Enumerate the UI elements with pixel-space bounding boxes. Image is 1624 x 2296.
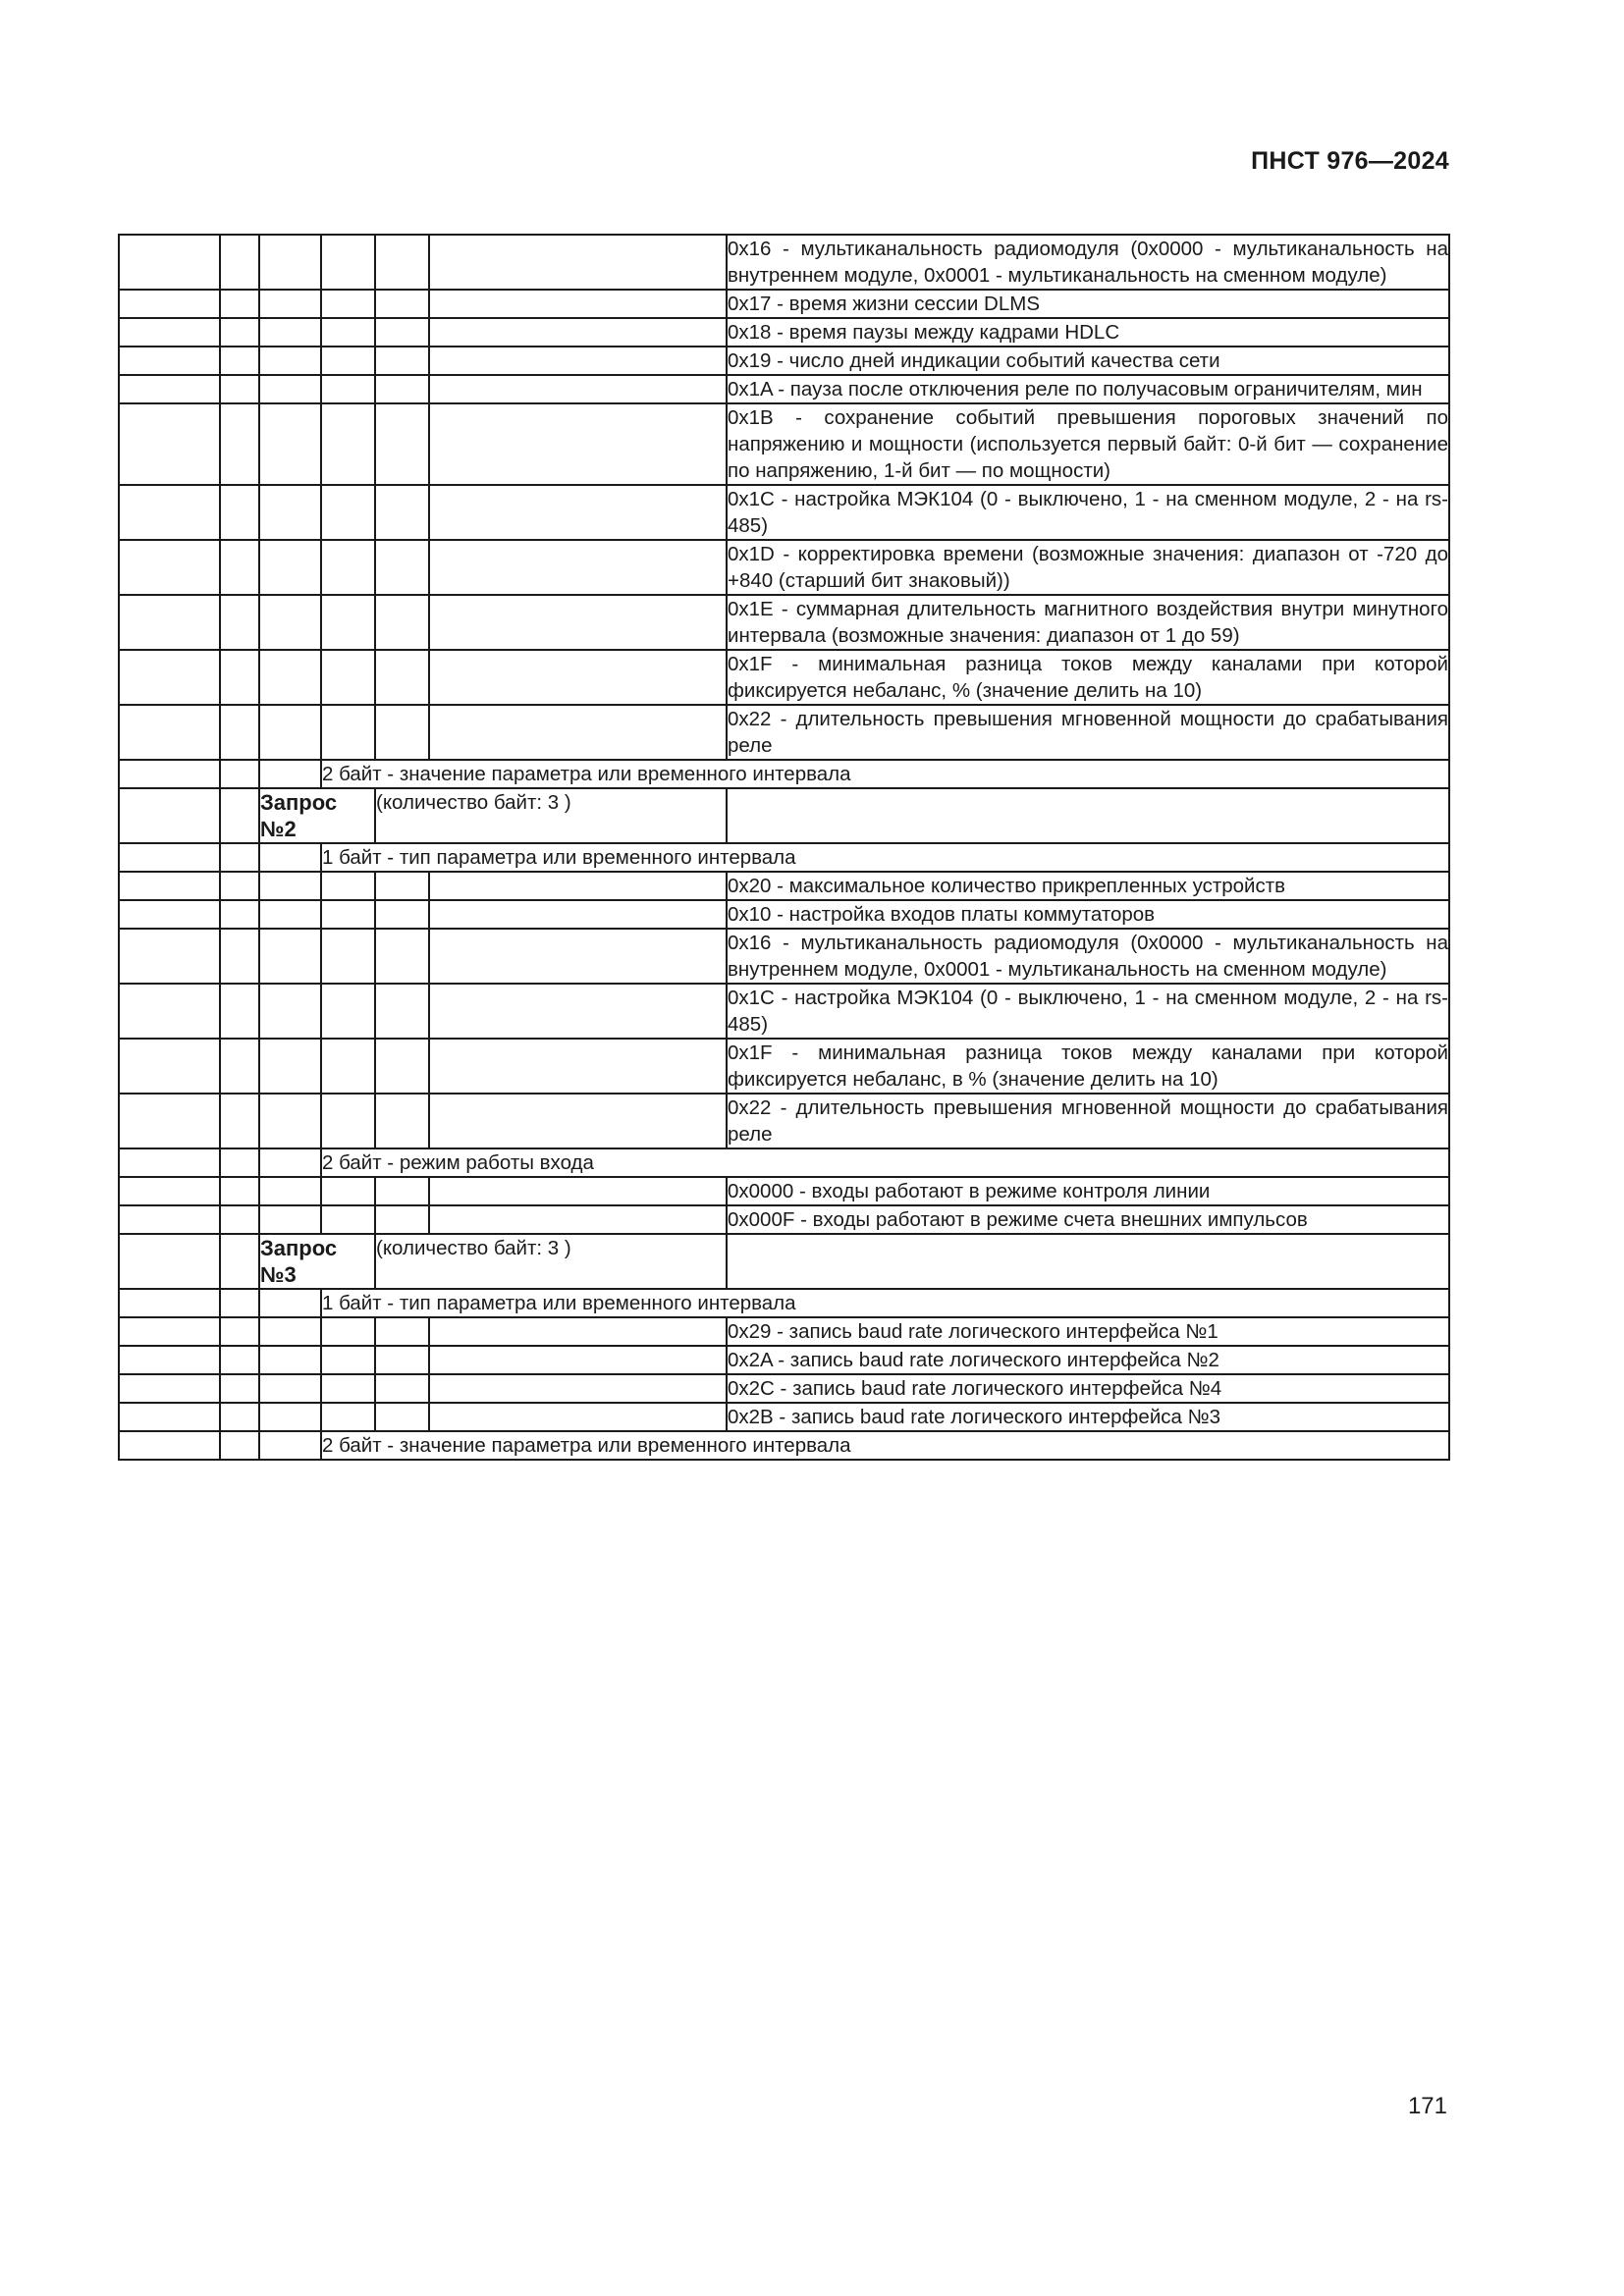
param-description: 0x18 - время паузы между кадрами HDLC: [727, 318, 1449, 347]
empty-cell: [429, 1317, 727, 1346]
empty-cell: [321, 1374, 375, 1403]
empty-cell: [259, 375, 321, 403]
empty-cell: [220, 900, 259, 929]
empty-cell: [259, 1094, 321, 1148]
table-row: [119, 1431, 1449, 1460]
empty-cell: [429, 1403, 727, 1431]
param-description: 0x16 - мультиканальность радиомодуля (0x0000 - мультиканальность на внутреннем модуле, 0x0001 - мультиканальность на сменном модуле): [727, 235, 1449, 290]
table-row: [119, 1374, 1449, 1403]
empty-cell: [119, 929, 220, 984]
empty-cell: [429, 705, 727, 760]
param-description: 0x1F - минимальная разница токов между каналами при которой фиксируется небаланс, в % (значение делить на 10): [727, 1039, 1449, 1094]
empty-cell: [119, 1289, 220, 1317]
empty-cell: [429, 290, 727, 318]
field-description: 2 байт - режим работы входа: [321, 1148, 1449, 1177]
table-row: [119, 1403, 1449, 1431]
param-description: 0x1F - минимальная разница токов между каналами при которой фиксируется небаланс, % (значение делить на 10): [727, 650, 1449, 705]
empty-cell: [375, 1374, 429, 1403]
empty-cell: [375, 1094, 429, 1148]
empty-cell: [321, 1346, 375, 1374]
empty-cell: [321, 290, 375, 318]
empty-cell: [119, 1094, 220, 1148]
empty-cell: [119, 1317, 220, 1346]
empty-cell: [321, 1317, 375, 1346]
table-row: [119, 900, 1449, 929]
empty-cell: [375, 403, 429, 485]
param-description: 0x16 - мультиканальность радиомодуля (0x0000 - мультиканальность на внутреннем модуле, 0x0001 - мультиканальность на сменном модуле): [727, 929, 1449, 984]
empty-cell: [375, 290, 429, 318]
empty-cell: [220, 1148, 259, 1177]
empty-cell: [375, 1039, 429, 1094]
table-row: [119, 984, 1449, 1039]
empty-cell: [321, 872, 375, 900]
table-row: [119, 375, 1449, 403]
table-row: [119, 1039, 1449, 1094]
empty-cell: [220, 705, 259, 760]
empty-cell: [119, 760, 220, 788]
empty-cell: [220, 485, 259, 540]
table-row: [119, 872, 1449, 900]
table-row: [119, 347, 1449, 375]
empty-cell: [259, 1346, 321, 1374]
empty-cell: [321, 1039, 375, 1094]
document-code: ПНСТ 976—2024: [1251, 147, 1449, 175]
empty-cell: [375, 375, 429, 403]
param-description: 0x1C - настройка МЭК104 (0 - выключено, 1 - на сменном модуле, 2 - на rs-485): [727, 485, 1449, 540]
empty-cell: [119, 403, 220, 485]
empty-cell: [259, 1148, 321, 1177]
table-row: [119, 290, 1449, 318]
empty-cell: [220, 872, 259, 900]
empty-cell: [220, 1346, 259, 1374]
empty-cell: [375, 235, 429, 290]
empty-cell: [429, 929, 727, 984]
empty-cell: [321, 1094, 375, 1148]
empty-cell: [321, 375, 375, 403]
empty-cell: [321, 347, 375, 375]
param-description: 0x1A - пауза после отключения реле по получасовым ограничителям, мин: [727, 375, 1449, 403]
empty-cell: [119, 872, 220, 900]
empty-cell: [429, 595, 727, 650]
empty-cell: [375, 984, 429, 1039]
empty-cell: [220, 403, 259, 485]
empty-cell: [119, 1374, 220, 1403]
request-byte-count: (количество байт: 3 ): [375, 1234, 727, 1289]
empty-cell: [375, 318, 429, 347]
empty-cell: [220, 347, 259, 375]
empty-cell: [429, 1094, 727, 1148]
table-row: [119, 485, 1449, 540]
param-description: 0x1B - сохранение событий превышения пороговых значений по напряжению и мощности (используется первый байт: 0-й бит — сохранение по напряжению, 1-й бит — по мощности): [727, 403, 1449, 485]
empty-cell: [220, 984, 259, 1039]
empty-cell: [220, 929, 259, 984]
empty-cell: [375, 1346, 429, 1374]
empty-cell: [119, 1431, 220, 1460]
empty-cell: [119, 1205, 220, 1234]
empty-cell: [220, 1094, 259, 1148]
empty-cell: [220, 843, 259, 872]
empty-cell: [429, 1374, 727, 1403]
empty-cell: [259, 872, 321, 900]
table-row: [119, 1205, 1449, 1234]
empty-cell: [119, 318, 220, 347]
empty-cell: [259, 1403, 321, 1431]
param-description: 0x22 - длительность превышения мгновенной мощности до срабатывания реле: [727, 705, 1449, 760]
empty-cell: [119, 485, 220, 540]
param-description: 0x19 - число дней индикации событий качества сети: [727, 347, 1449, 375]
empty-cell: [259, 1317, 321, 1346]
table-row: [119, 705, 1449, 760]
table-row: [119, 1234, 1449, 1289]
empty-cell: [119, 843, 220, 872]
empty-cell: [321, 929, 375, 984]
empty-cell: [259, 900, 321, 929]
table-row: [119, 1177, 1449, 1205]
table-row: [119, 760, 1449, 788]
request-title: Запрос №2: [259, 788, 375, 843]
empty-cell: [727, 788, 1449, 843]
table-row: [119, 788, 1449, 843]
empty-cell: [321, 900, 375, 929]
empty-cell: [259, 595, 321, 650]
empty-cell: [220, 1374, 259, 1403]
empty-cell: [220, 1317, 259, 1346]
empty-cell: [119, 290, 220, 318]
empty-cell: [259, 1205, 321, 1234]
table-row: [119, 403, 1449, 485]
empty-cell: [119, 347, 220, 375]
empty-cell: [321, 595, 375, 650]
param-description: 0x20 - максимальное количество прикрепленных устройств: [727, 872, 1449, 900]
empty-cell: [321, 403, 375, 485]
empty-cell: [220, 1039, 259, 1094]
empty-cell: [429, 900, 727, 929]
table-body: [119, 235, 1449, 1460]
param-description: 0x000F - входы работают в режиме счета внешних импульсов: [727, 1205, 1449, 1234]
empty-cell: [321, 485, 375, 540]
field-description: 2 байт - значение параметра или временного интервала: [321, 1431, 1449, 1460]
empty-cell: [119, 1346, 220, 1374]
field-description: 1 байт - тип параметра или временного интервала: [321, 1289, 1449, 1317]
empty-cell: [259, 650, 321, 705]
empty-cell: [321, 318, 375, 347]
param-description: 0x1C - настройка МЭК104 (0 - выключено, 1 - на сменном модуле, 2 - на rs-485): [727, 984, 1449, 1039]
empty-cell: [119, 705, 220, 760]
empty-cell: [375, 929, 429, 984]
table-row: [119, 843, 1449, 872]
empty-cell: [119, 1148, 220, 1177]
empty-cell: [429, 375, 727, 403]
empty-cell: [259, 1289, 321, 1317]
table-row: [119, 540, 1449, 595]
empty-cell: [321, 1403, 375, 1431]
empty-cell: [321, 235, 375, 290]
table-row: [119, 1148, 1449, 1177]
empty-cell: [429, 1346, 727, 1374]
empty-cell: [375, 347, 429, 375]
empty-cell: [429, 1039, 727, 1094]
empty-cell: [220, 375, 259, 403]
empty-cell: [259, 705, 321, 760]
empty-cell: [259, 290, 321, 318]
empty-cell: [259, 485, 321, 540]
empty-cell: [119, 788, 220, 843]
empty-cell: [321, 650, 375, 705]
empty-cell: [429, 872, 727, 900]
empty-cell: [375, 900, 429, 929]
empty-cell: [220, 1289, 259, 1317]
table-row: [119, 1289, 1449, 1317]
empty-cell: [727, 1234, 1449, 1289]
table-row: [119, 929, 1449, 984]
empty-cell: [429, 485, 727, 540]
empty-cell: [259, 235, 321, 290]
table-row: [119, 650, 1449, 705]
table-row: [119, 595, 1449, 650]
empty-cell: [220, 290, 259, 318]
empty-cell: [259, 984, 321, 1039]
empty-cell: [259, 403, 321, 485]
protocol-table: [118, 234, 1450, 1461]
empty-cell: [429, 1177, 727, 1205]
empty-cell: [220, 788, 259, 843]
empty-cell: [220, 235, 259, 290]
param-description: 0x1D - корректировка времени (возможные значения: диапазон от -720 до +840 (старший бит знаковый)): [727, 540, 1449, 595]
page-number: 171: [1407, 2093, 1447, 2119]
empty-cell: [220, 318, 259, 347]
empty-cell: [321, 1177, 375, 1205]
empty-cell: [321, 705, 375, 760]
empty-cell: [375, 1317, 429, 1346]
empty-cell: [429, 540, 727, 595]
empty-cell: [375, 485, 429, 540]
empty-cell: [429, 403, 727, 485]
param-description: 0x2C - запись baud rate логического интерфейса №4: [727, 1374, 1449, 1403]
empty-cell: [259, 843, 321, 872]
empty-cell: [321, 1205, 375, 1234]
field-description: 1 байт - тип параметра или временного интервала: [321, 843, 1449, 872]
empty-cell: [375, 650, 429, 705]
param-description: 0x0000 - входы работают в режиме контроля линии: [727, 1177, 1449, 1205]
empty-cell: [429, 318, 727, 347]
empty-cell: [259, 1177, 321, 1205]
table-row: [119, 318, 1449, 347]
empty-cell: [429, 984, 727, 1039]
empty-cell: [321, 984, 375, 1039]
empty-cell: [119, 650, 220, 705]
empty-cell: [429, 1205, 727, 1234]
empty-cell: [375, 595, 429, 650]
param-description: 0x22 - длительность превышения мгновенной мощности до срабатывания реле: [727, 1094, 1449, 1148]
empty-cell: [259, 760, 321, 788]
empty-cell: [375, 540, 429, 595]
table-row: [119, 1094, 1449, 1148]
empty-cell: [259, 929, 321, 984]
request-byte-count: (количество байт: 3 ): [375, 788, 727, 843]
empty-cell: [375, 1177, 429, 1205]
empty-cell: [119, 595, 220, 650]
empty-cell: [259, 1374, 321, 1403]
empty-cell: [375, 705, 429, 760]
empty-cell: [375, 1205, 429, 1234]
empty-cell: [220, 760, 259, 788]
empty-cell: [220, 595, 259, 650]
param-description: 0x1E - суммарная длительность магнитного воздействия внутри минутного интервала (возможные значения: диапазон от 1 до 59): [727, 595, 1449, 650]
empty-cell: [119, 1177, 220, 1205]
empty-cell: [429, 347, 727, 375]
table-row: [119, 235, 1449, 290]
param-description: 0x2A - запись baud rate логического интерфейса №2: [727, 1346, 1449, 1374]
empty-cell: [119, 1234, 220, 1289]
empty-cell: [220, 1234, 259, 1289]
table-row: [119, 1317, 1449, 1346]
empty-cell: [259, 1431, 321, 1460]
empty-cell: [119, 1403, 220, 1431]
request-title: Запрос №3: [259, 1234, 375, 1289]
empty-cell: [119, 1039, 220, 1094]
empty-cell: [259, 318, 321, 347]
empty-cell: [429, 235, 727, 290]
empty-cell: [119, 900, 220, 929]
table-row: [119, 1346, 1449, 1374]
empty-cell: [375, 1403, 429, 1431]
empty-cell: [220, 1403, 259, 1431]
empty-cell: [119, 235, 220, 290]
empty-cell: [321, 540, 375, 595]
empty-cell: [119, 984, 220, 1039]
param-description: 0x10 - настройка входов платы коммутаторов: [727, 900, 1449, 929]
empty-cell: [220, 650, 259, 705]
empty-cell: [220, 540, 259, 595]
empty-cell: [259, 347, 321, 375]
empty-cell: [259, 1039, 321, 1094]
empty-cell: [375, 872, 429, 900]
param-description: 0x2B - запись baud rate логического интерфейса №3: [727, 1403, 1449, 1431]
empty-cell: [119, 375, 220, 403]
param-description: 0x17 - время жизни сессии DLMS: [727, 290, 1449, 318]
empty-cell: [119, 540, 220, 595]
empty-cell: [220, 1431, 259, 1460]
empty-cell: [220, 1205, 259, 1234]
empty-cell: [220, 1177, 259, 1205]
empty-cell: [259, 540, 321, 595]
param-description: 0x29 - запись baud rate логического интерфейса №1: [727, 1317, 1449, 1346]
empty-cell: [429, 650, 727, 705]
field-description: 2 байт - значение параметра или временного интервала: [321, 760, 1449, 788]
